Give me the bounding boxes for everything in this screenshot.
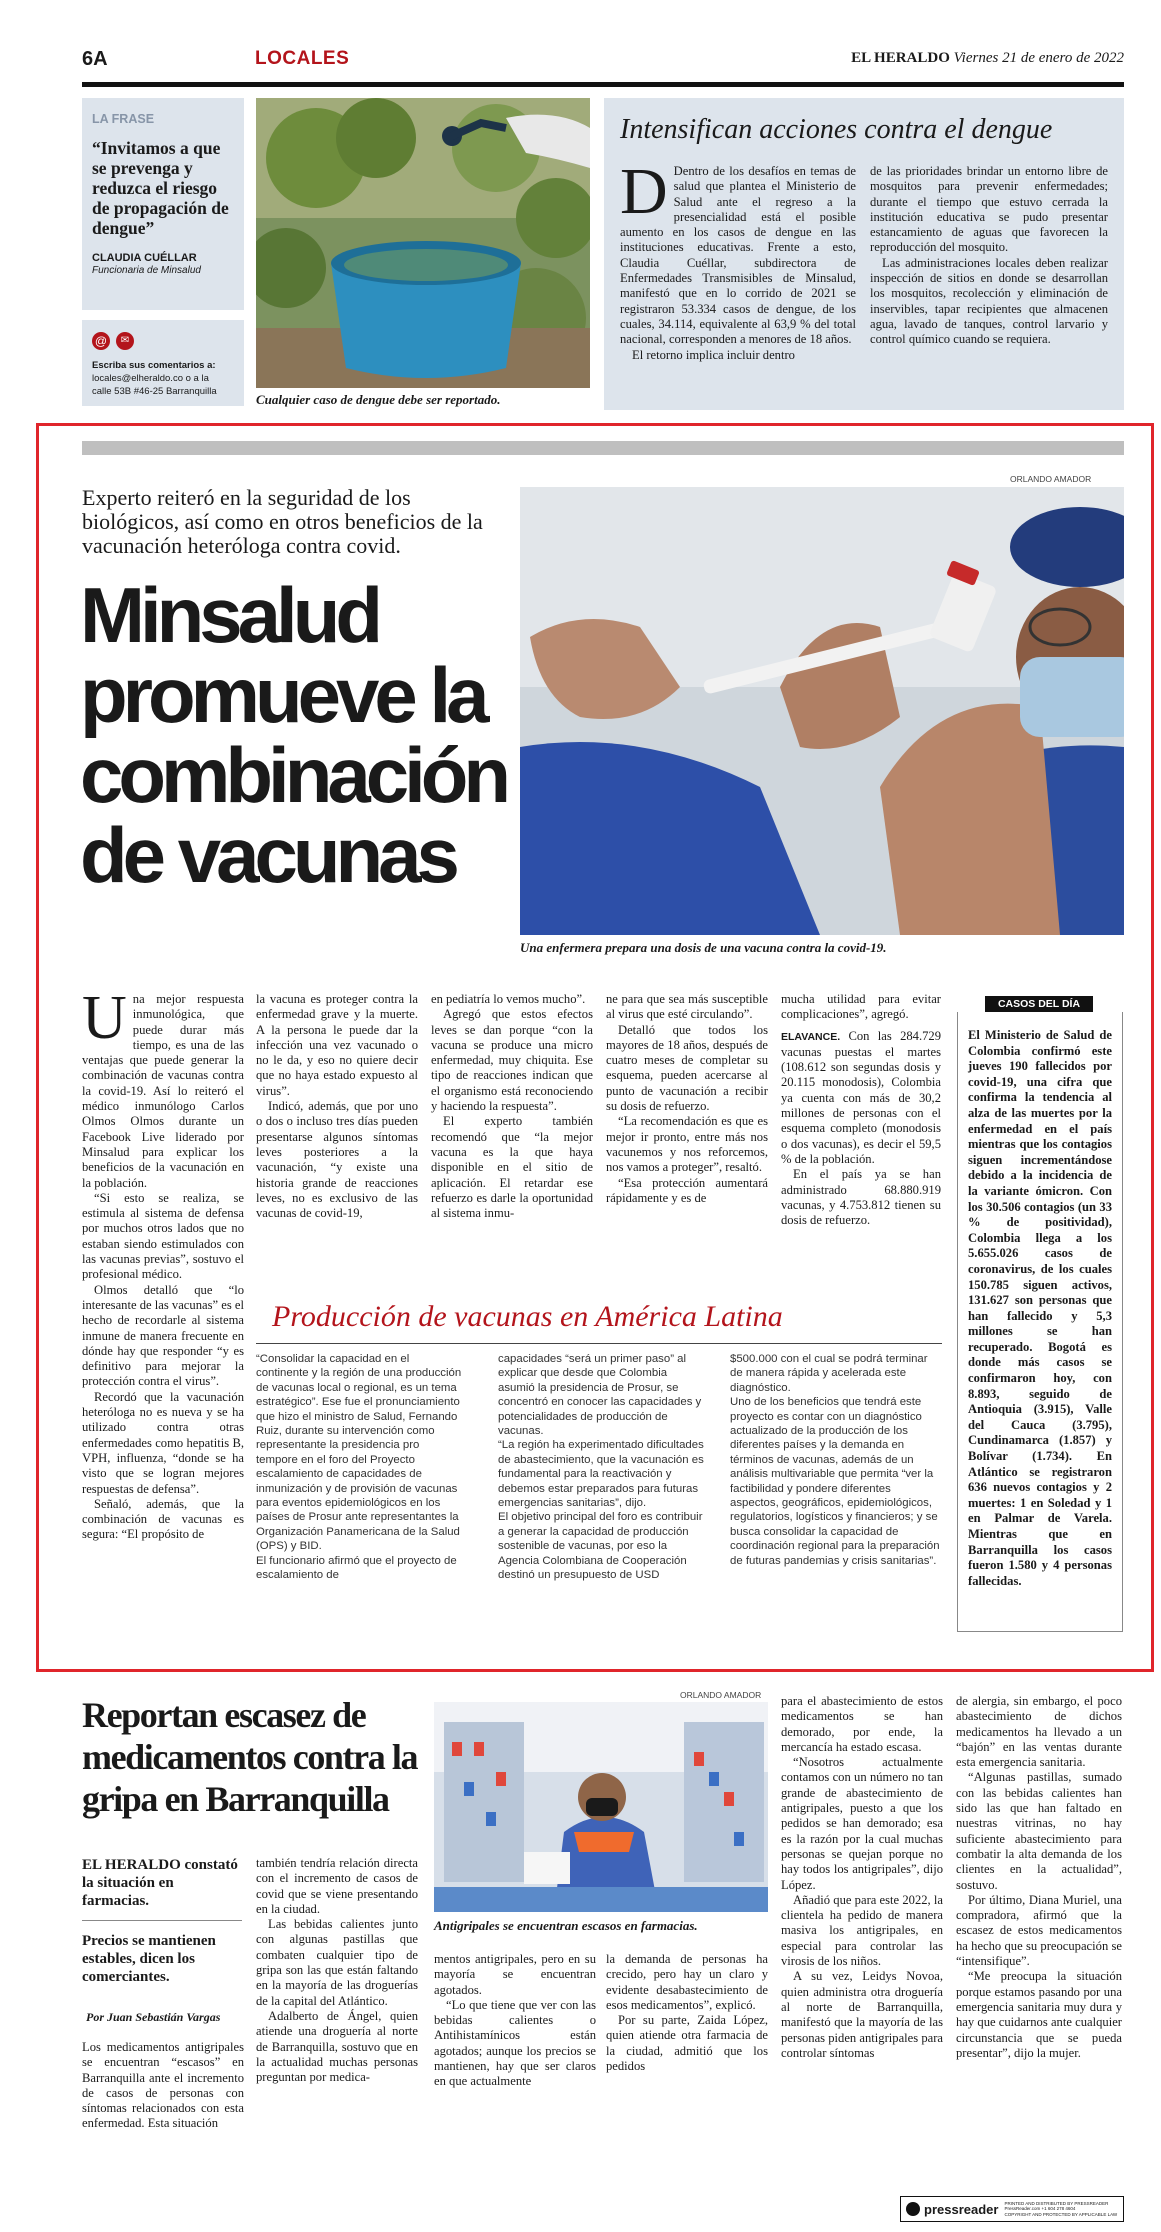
gripa-col2-para1: también tendría relación directa con el incremento de casos de covid que se viene presentando en la ciudad.: [256, 1856, 418, 1916]
gripa-col6-para1: de alergia, sin embargo, el poco abastecimiento de dichos medicamentos ha llevado a un “bajón” en las ventas durante esta emergencia sanitaria.: [956, 1694, 1122, 1770]
main-kicker: Experto reiteró en la seguridad de los biológicos, así como en otros beneficios de la vacunación heteróloga contra covid.: [82, 485, 483, 558]
main-col2: [256, 992, 418, 1221]
main-col4: [606, 992, 768, 1206]
masthead-info: [851, 50, 1124, 67]
main-headline: Minsalud promueve la combinación de vacunas: [80, 571, 507, 899]
produccion-rule: [256, 1343, 942, 1344]
main-col3-para3: El experto también recomendó que “la mejor vacuna es la que haya disponible en el sitio de aplicación. El retardar ese refuerzo es darle la oportunidad al sistema inmu-: [431, 1114, 593, 1221]
pharmacy-photo-caption: Antigripales se encuentran escasos en farmacias.: [434, 1918, 698, 1933]
gripa-col5-para2: “Nosotros actualmente contamos con un número no tan grande de abastecimiento de antigripales, puesto a que los pedidos se han demorado; esa es la razón por la cual muchas personas se quejan porque no hay todos los antigripales”, dijo López.: [781, 1755, 943, 1892]
main-col1-para2: “Si esto se realiza, se estimula al sistema de defensa por muchos otros lados que no estaban siendo estimulados con las vacunas previas”, sostuvo el profesional médico.: [82, 1190, 244, 1282]
produccion-col2-para3: El objetivo principal del foro es contribuir a generar la capacidad de producción sostenible de vacunas, por eso la Agencia Colombiana de Cooperación destinó un presupuesto de USD: [498, 1511, 703, 1582]
main-col3: [431, 992, 593, 1221]
gripa-byline: Por Juan Sebastián Vargas: [86, 2010, 221, 2024]
gripa-deck1: EL HERALDO constató la situación en farmacias.: [82, 1857, 238, 1909]
pressreader-logo-icon: [906, 2202, 920, 2216]
main-col1-text: na mejor respuesta inmunológica, que puede durar más tiempo, es una de las ventajas que puede generar la combinación de vacunas contra la covid-19. Así lo reiteró el médico inmunólogo Carlos Olmos Olmos durante un Facebook Live liderado por Minsalud para explicar los beneficios de la vacunación en la población.: [82, 992, 244, 1190]
vaccine-photo: [520, 487, 1124, 935]
vaccine-photo-illustration: [520, 487, 1124, 935]
contact-title: Escriba sus comentarios a:: [92, 360, 216, 371]
main-col1-para5: Señaló, además, que la combinación de vacunas es segura: “El propósito de: [82, 1496, 244, 1542]
pressreader-small1: PRINTED AND DISTRIBUTED BY PRESSREADER: [1004, 2200, 1109, 2206]
dengue-photo-illustration: [256, 98, 590, 388]
pressreader-small2: PressReader.com +1 604 278 4604: [1004, 2206, 1076, 2212]
pharmacy-photo-illustration: [434, 1702, 768, 1912]
main-col1-para3: Olmos detalló que “lo interesante de las vacunas” es el hecho de recordarle al sistema inmune de manera frecuente en dónde hay que responder “y es definitivo para mejorar la protección contra el virus”.: [82, 1282, 244, 1389]
produccion-col3-para1: $500.000 con el cual se podrá terminar de manera rápida y acelerada este diagnóstico.: [730, 1353, 928, 1394]
produccion-col3: [730, 1352, 942, 1568]
gripa-col2-para3: Adalberto de Ángel, quien atiende una droguería al norte de Barranquilla, sostuvo que en la actualidad muchas personas preguntan por medica-: [256, 2008, 418, 2085]
gripa-photo-credit: ORLANDO AMADOR: [680, 1690, 762, 1700]
frase-author: CLAUDIA CUÉLLAR: [92, 252, 197, 264]
casos-box: [957, 1012, 1123, 1632]
produccion-col1-para2: El funcionario afirmó que el proyecto de escalamiento de: [256, 1554, 457, 1582]
produccion-col3-para2: Uno de los beneficios que tendrá este proyecto es contar con un diagnóstico actualizado de la producción de los diferentes países y la demanda en términos de vacunas, además de un análisis multivariable que permita “ver la factibilidad y pondere diferentes aspectos, geográficos, epidemiológicos, regulatorios, logísticos y financieros; y se busca consolidar la capacidad de coordinación regional para la preparación de futuras pandemias y crisis sanitarias”.: [730, 1396, 940, 1567]
page-number: 6A: [82, 48, 108, 70]
vaccine-photo-caption: Una enfermera prepara una dosis de una vacuna contra la covid-19.: [520, 940, 887, 955]
main-col2-para1: la vacuna es proteger contra la enfermedad grave y la muerte. A la persona le puede dar la infección una vez vacunado o no le da, y eso no quiere decir que no haya estado expuesto al virus”.: [256, 992, 418, 1098]
dengue-col2-para1: de las prioridades brindar un entorno libre de mosquitos para prevenir enfermedades; durante el tiempo que estuvo cerrada la institución educativa se pudo presentar estancamiento de aguas que favorecen la reproducción del mosquito.: [870, 164, 1108, 255]
main-dropcap: U: [82, 984, 127, 1052]
dengue-photo-caption: Cualquier caso de dengue debe ser reportado.: [256, 392, 501, 407]
main-photo-credit: ORLANDO AMADOR: [1010, 474, 1092, 484]
dengue-box: [604, 98, 1124, 410]
gripa-col6: [956, 1694, 1122, 2061]
main-col4-para1: ne para que sea más susceptible al virus que esté circulando”.: [606, 992, 768, 1022]
main-col1-para4: Recordó que la vacunación heteróloga no es nueva y se ha utilizado contra otras enfermedades como hepatitis B, VPH, influenza, “donde se ha visto que se logran mejores respuestas de defensa”.: [82, 1389, 244, 1496]
gripa-col5: [781, 1694, 943, 2061]
pressreader-footer[interactable]: [900, 2196, 1124, 2222]
main-col4-para2: Detalló que todos los mayores de 18 años, después de cuatro meses de completar su esquema, pueden acercarse al punto de vacunación a recibir su dosis de refuerzo.: [606, 1022, 768, 1114]
gripa-headline: Reportan escasez de medicamentos contra la gripa en Barranquilla: [82, 1695, 418, 1819]
casos-text: El Ministerio de Salud de Colombia confirmó este jueves 190 fallecidos por covid-19, una cifra que confirma la tendencia al alza de las muertes por la enfermedad en el país mientras que los contagios siguen incrementándose debido a la incidencia de la variante ómicron. Con los 30.506 contagios (un 33 % de positividad), Colombia llega a los 5.655.026 casos de coronavirus, de los cuales 150.785 siguen activos, 131.627 son personas que han fallecido y 5,3 millones se han recuperado. Bogotá es donde más casos se confirmaron hoy, con 8.893, seguido de Antioquia (3.915), Valle del Cauca (3.795), Cundinamarca (1.857) y Bolívar (1.734). En Atlántico se registraron 636 nuevos contagios y 2 muertes: 1 en Soledad y 1 en Palmar de Varela. Mientras que en Barranquilla los casos fueron 1.580 y 4 personas fallecidas.: [968, 1028, 1112, 1588]
contact-line1[interactable]: locales@elheraldo.co o a la: [92, 373, 209, 384]
issue-date: Viernes 21 de enero de 2022: [953, 50, 1124, 66]
produccion-title: Producción de vacunas en América Latina: [272, 1300, 783, 1333]
contact-box: [82, 320, 244, 406]
casos-label: CASOS DEL DÍA: [985, 996, 1093, 1012]
pressreader-small3: COPYRIGHT AND PROTECTED BY APPLICABLE LAW: [1004, 2211, 1118, 2217]
main-col5-para1: mucha utilidad para evitar complicaciones”, agregó.: [781, 992, 941, 1022]
gripa-col5-para3: Añadió que para este 2022, la clientela ha pedido de manera masiva los antigripales, en especial para controlar las virosis de los niños.: [781, 1892, 943, 1969]
dengue-col2: [870, 164, 1108, 348]
mail-icon[interactable]: ✉: [116, 332, 134, 350]
pharmacy-photo: [434, 1702, 768, 1912]
gripa-col4-para1: la demanda de personas ha crecido, pero hay un claro y evidente desabastecimiento de esos medicamentos”, explicó.: [606, 1952, 768, 2012]
frase-label: LA FRASE: [92, 112, 155, 126]
elavance-text: Con las 284.729 vacunas puestas el martes (108.612 son segundas dosis y 20.115 monodosis), Colombia ya cuenta con más de 30,2 millones de personas con el esquema completo (monodosis o dos vacunas), es decir el 59,5 % de la población.: [781, 1028, 941, 1166]
main-col3-para1: en pediatría lo vemos mucho”.: [431, 992, 586, 1006]
produccion-col2: [498, 1352, 704, 1583]
frase-role: Funcionaria de Minsalud: [92, 265, 201, 276]
main-col5-para2: [781, 1029, 941, 1168]
produccion-col1-para1: “Consolidar la capacidad en el continente y la región de una producción de vacunas local o regional, es un tema estratégico”. Ese fue el pronunciamiento que hizo el ministro de Salud, Fernando Ruiz, durante su intervención como representante la presidencia pro tempore en el foro del Proyecto escalamiento de capacidades de inmunización y de provisión de vacunas para eventos epidemiológicos en los países de Prosur ante representantes la Organización Panamericana de la Salud (OPS) y BID.: [256, 1353, 462, 1553]
email-icon[interactable]: @: [92, 332, 110, 350]
gripa-col6-para3: Por último, Diana Muriel, una compradora, afirmó que la escasez de estos medicamentos ha hecho que su preocupación se “intensifique”.: [956, 1892, 1122, 1969]
dengue-title: Intensifican acciones contra el dengue: [620, 114, 1053, 145]
main-col3-para2: Agregó que estos efectos leves se dan porque “con la vacuna se produce una micro enfermedad, muy chiquita. Ese tipo de reacciones indican que el organismo está reconociendo y haciendo la respuesta”.: [431, 1007, 593, 1114]
gripa-col4: [606, 1952, 768, 2074]
gripa-deck-rule: [82, 1920, 242, 1921]
produccion-col1: [256, 1352, 462, 1583]
frase-quote: “Invitamos a que se prevenga y reduzca el riesgo de propagación de dengue”: [92, 138, 229, 238]
dengue-dropcap: D: [620, 155, 668, 228]
header-rule: [82, 82, 1124, 87]
gripa-col3-para1: mentos antigripales, pero en su mayoría se encuentran agotados.: [434, 1952, 596, 1997]
gripa-col3-para2: “Lo que tiene que ver con las bebidas calientes o Antihistamínicos están agotados; aunque los precios se mantienen, hay que ser claros en que actualmente: [434, 1997, 596, 2089]
produccion-col2-para2: “La región ha experimentado dificultades de abastecimiento, que la vacunación es fundamental para la reactivación y debemos estar preparados para futuras emergencias sanitarias”, dijo.: [498, 1439, 704, 1510]
pressreader-brand: pressreader: [924, 2201, 999, 2217]
paper-name: EL HERALDO: [851, 50, 950, 66]
dengue-col1-para2: El retorno implica incluir dentro: [632, 347, 795, 362]
produccion-col2-para1: capacidades “será un primer paso” al explicar que desde que Colombia asumió la presidencia de Prosur, se concentró en conocer las capacidades y potencialidades de producción de vacunas.: [498, 1353, 702, 1438]
dengue-col2-para2: Las administraciones locales deben realizar inspección de sitios en donde se desarrollan los mosquitos, recolección y eliminación de inservibles, tapar recipientes que almacenen agua, lavado de tanques, control larvario y control químico cuando se requiera.: [870, 255, 1108, 347]
main-col5-para3: En el país ya se han administrado 68.880.919 vacunas, y 4.753.812 tienen su dosis de refuerzo.: [781, 1167, 941, 1228]
gripa-col6-para2: “Algunas pastillas, sumado con las bebidas calientes han sido las que han faltado en nuestras vitrinas, no hay suficiente abastecimiento para combatir la alta demanda de los clientes en la actualidad”, sostuvo.: [956, 1770, 1122, 1892]
gripa-col1-para1: Los medicamentos antigripales se encuentran “escasos” en Barranquilla ante el incremento de casos de personas con síntomas relacionados con esta enfermedad. Esta situación: [82, 2040, 244, 2131]
gripa-col2-para2: Las bebidas calientes junto con algunas pastillas que combaten cualquier tipo de gripa son las que están faltando en la mayoría de las droguerías de la capital del Atlántico.: [256, 1917, 418, 2008]
main-col1: [82, 984, 244, 1543]
dengue-photo: [256, 98, 590, 388]
pressreader-fineprint: [1004, 2201, 1117, 2218]
main-top-bar: [82, 441, 1124, 455]
gripa-col2: [256, 1856, 418, 2085]
gripa-col5-para4: A su vez, Leidys Novoa, quien administra otra droguería al norte de Barranquilla, manifestó que la mayoría de las personas piden antigripales para controlar síntomas: [781, 1969, 943, 2060]
main-col4-para3: “La recomendación es que es mejor ir pronto, entre más nos vacunemos y nos reforcemos, nos vamos a proteger”, resaltó.: [606, 1114, 768, 1175]
main-col5: [781, 992, 941, 1228]
main-col4-para4: “Esa protección aumentará rápidamente y es de: [606, 1175, 768, 1205]
main-col2-para2: Indicó, además, que por uno o dos o incluso tres días pueden presentarse algunos síntomas leves posteriores a la vacunación, “y existe una historia grande de reacciones leves, no es exclusivo de las vacunas de covid-19,: [256, 1099, 418, 1221]
elavance-lead: ELAVANCE.: [781, 1030, 841, 1043]
gripa-col1: [82, 2040, 244, 2132]
gripa-col4-para2: Por su parte, Zaida López, quien atiende otra farmacia de la ciudad, admitió que los pedidos: [606, 2013, 768, 2074]
gripa-col5-para1: para el abastecimiento de estos medicamentos se han demorado, por ende, la mercancía ha estado escasa.: [781, 1694, 943, 1754]
dengue-col1: [620, 155, 856, 363]
contact-line2: calle 53B #46-25 Barranquilla: [92, 386, 217, 397]
section-label[interactable]: LOCALES: [255, 48, 350, 69]
frase-box: [82, 98, 244, 310]
gripa-col3: [434, 1952, 596, 2090]
gripa-col6-para4: “Me preocupa la situación porque estamos pasando por una emergencia sanitaria muy dura y hay que cuidarnos ante cualquier circunstancia que se pueda presentar”, dijo la mujer.: [956, 1969, 1122, 2060]
gripa-deck2: Precios se mantienen estables, dicen los comerciantes.: [82, 1933, 216, 1985]
dengue-col1-text: Dentro de los desafíos en temas de salud que plantea el Ministerio de Salud ante el regreso a la presencialidad está el posible aumento en los casos de dengue en las instituciones educativas. Frente a esto, Claudia Cuéllar, subdirectora de Enfermedades Transmisibles de Minsalud, manifestó que en lo corrido de 2021 se registraron 53.334 casos de dengue, de los cuales, 34.114, equivalente al 63,9 % del total nacional, corresponden a menores de 18 años.: [620, 164, 856, 347]
